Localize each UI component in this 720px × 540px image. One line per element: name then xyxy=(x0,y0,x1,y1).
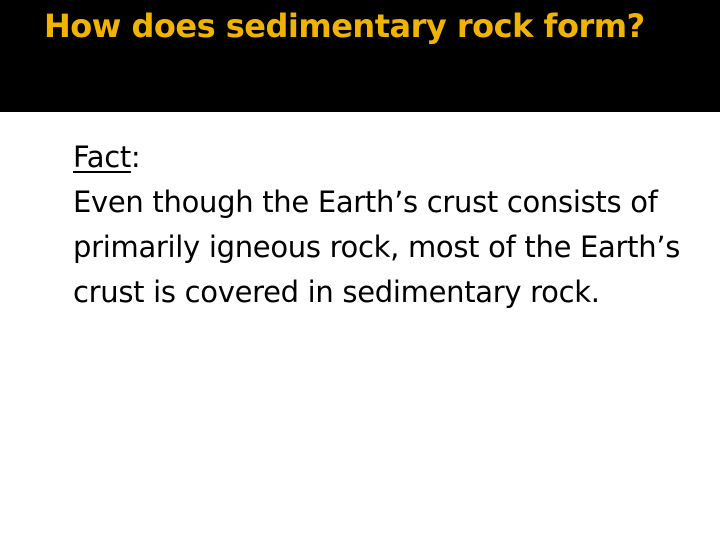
fact-label: Fact xyxy=(73,140,131,174)
slide-title: How does sedimentary rock form? xyxy=(44,7,645,45)
slide-content xyxy=(73,135,703,315)
title-bar xyxy=(0,0,720,112)
fact-heading xyxy=(73,135,703,180)
fact-body-text: Even though the Earth’s crust consists of primarily igneous rock, most of the Earth’s crust is covered in sedimentary rock. xyxy=(73,185,681,309)
fact-colon: : xyxy=(130,140,141,174)
